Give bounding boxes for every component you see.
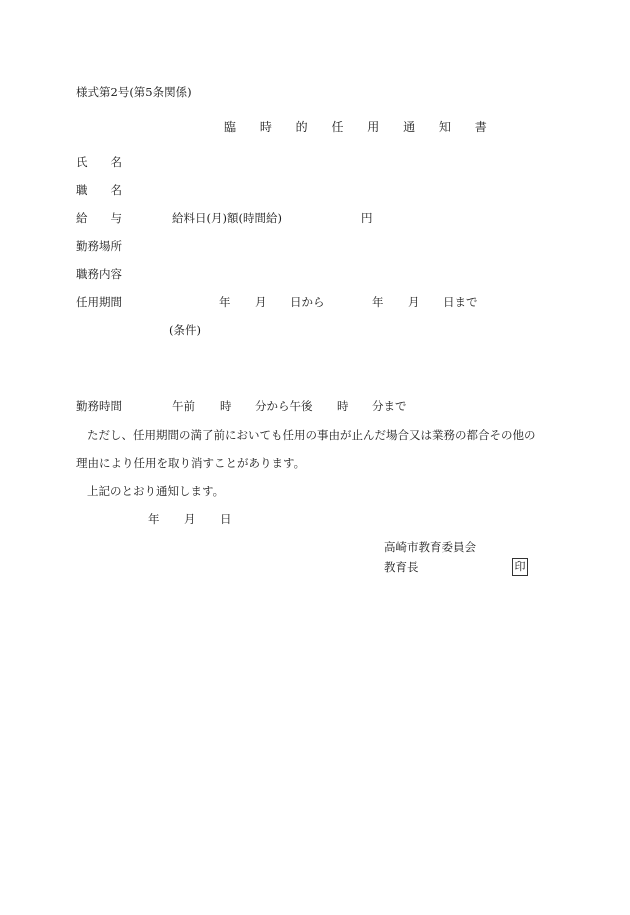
hours-until: 分まで [372, 399, 407, 413]
issuer-organization: 高崎市教育委員会 [384, 540, 476, 554]
hours-from-pm: 分から午後 [255, 399, 313, 413]
date-year: 年 [148, 512, 160, 526]
duties-label: 職務内容 [76, 267, 122, 281]
salary-detail: 給料日(月)額(時間給) [172, 211, 282, 225]
period-to-year: 年 [372, 295, 384, 309]
period-from-year: 年 [219, 295, 231, 309]
date-day: 日 [220, 512, 232, 526]
date-month: 月 [184, 512, 196, 526]
issuer-title: 教育長 [384, 560, 419, 574]
hours-am-hour: 時 [220, 399, 232, 413]
seal-mark: 印 [512, 558, 528, 576]
conditions-label: (条件) [169, 323, 201, 337]
workplace-label: 勤務場所 [76, 239, 122, 253]
form-number: 様式第2号(第5条関係) [76, 85, 192, 99]
hours-am: 午前 [172, 399, 195, 413]
name-label: 氏 名 [76, 155, 122, 169]
salary-label: 給 与 [76, 211, 122, 225]
period-to-month: 月 [408, 295, 420, 309]
period-from-month: 月 [255, 295, 267, 309]
document-title: 臨 時 的 任 用 通 知 書 [224, 120, 497, 134]
period-from-day: 日から [290, 295, 325, 309]
notice-closing: 上記のとおり通知します。 [87, 484, 225, 498]
notice-line-2: 理由により任用を取り消すことがあります。 [76, 456, 306, 470]
hours-label: 勤務時間 [76, 399, 122, 413]
salary-unit: 円 [361, 211, 373, 225]
position-label: 職 名 [76, 183, 122, 197]
period-label: 任用期間 [76, 295, 122, 309]
hours-pm-hour: 時 [337, 399, 349, 413]
period-to-day: 日まで [443, 295, 478, 309]
notice-line-1: ただし、任用期間の満了前においても任用の事由が止んだ場合又は業務の都合その他の [87, 428, 536, 442]
